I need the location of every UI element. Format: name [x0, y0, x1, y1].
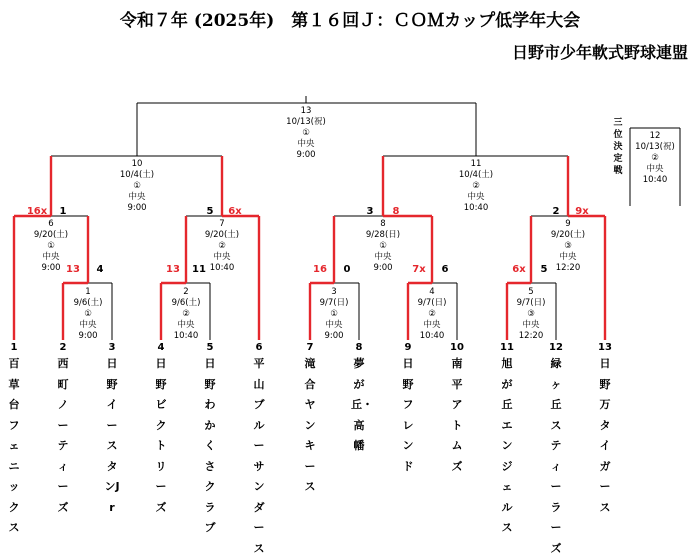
score-m2-left: 13 — [166, 264, 180, 275]
score-m5-right: 5 — [540, 264, 548, 275]
team-entry — [351, 342, 373, 457]
team-name: 南平アトムズ — [451, 357, 463, 473]
team-number: 5 — [206, 342, 214, 353]
team-entry — [202, 342, 218, 539]
team-number: 7 — [306, 342, 314, 353]
team-number: 2 — [59, 342, 67, 353]
match-info-10 — [102, 159, 172, 214]
match-date: 9/7(日) — [417, 298, 447, 308]
team-entry — [302, 342, 318, 498]
match-date: 9/20(土) — [33, 230, 69, 240]
match-field: ③ — [564, 241, 572, 251]
match-venue: 中央 — [467, 192, 485, 202]
team-number: 10 — [450, 342, 464, 353]
team-name: 日野ビクトリーズ — [155, 357, 167, 514]
match-info-4 — [397, 287, 467, 342]
match-date: 9/20(土) — [204, 230, 240, 240]
score-m7-right: 6x — [228, 206, 242, 217]
match-info-5 — [496, 287, 566, 342]
match-date: 9/7(日) — [516, 298, 546, 308]
match-time: 12:20 — [518, 331, 544, 341]
match-venue: 中央 — [646, 164, 664, 174]
score-m3-right: 0 — [343, 264, 351, 275]
team-entry — [251, 342, 267, 559]
match-venue: 中央 — [374, 252, 392, 262]
match-venue: 中央 — [423, 320, 441, 330]
match-time: 10:40 — [173, 331, 199, 341]
match-date: 10/4(土) — [119, 170, 155, 180]
match-info-12 — [620, 131, 690, 186]
score-m1-left: 13 — [66, 264, 80, 275]
team-name: 夢が丘・高幡 — [351, 357, 373, 452]
team-entry — [153, 342, 169, 518]
match-info-3 — [299, 287, 369, 342]
match-venue: 中央 — [213, 252, 231, 262]
score-m6-left: 16x — [26, 206, 48, 217]
team-name: 滝合ヤンキース — [304, 357, 316, 493]
match-field: ② — [218, 241, 226, 251]
third-place-label: 三位決定戦 — [613, 118, 623, 176]
match-time: 10:40 — [463, 203, 489, 213]
match-field: ② — [472, 181, 480, 191]
match-date: 9/20(土) — [550, 230, 586, 240]
score-m8-right: 8 — [392, 206, 400, 217]
score-m4-left: 7x — [412, 264, 426, 275]
team-number: 9 — [404, 342, 412, 353]
match-date: 9/28(日) — [365, 230, 401, 240]
match-no: 5 — [528, 287, 534, 297]
match-no: 4 — [429, 287, 435, 297]
match-time: 9:00 — [373, 263, 393, 273]
match-date: 10/4(土) — [458, 170, 494, 180]
match-field: ① — [133, 181, 141, 191]
match-date: 9/6(土) — [171, 298, 201, 308]
match-date: 10/13(祝) — [635, 142, 675, 152]
team-name: 日野フレンド — [402, 357, 414, 473]
match-field: ① — [47, 241, 55, 251]
match-date: 10/13(祝) — [286, 117, 326, 127]
team-name: 旭が丘エンジェルス — [501, 357, 513, 534]
team-number: 3 — [108, 342, 116, 353]
team-entry — [55, 342, 71, 518]
match-no: 3 — [331, 287, 337, 297]
match-no: 10 — [131, 159, 143, 169]
score-m2-right: 11 — [192, 264, 206, 275]
match-no: 1 — [85, 287, 91, 297]
match-info-1 — [53, 287, 123, 342]
team-number: 8 — [355, 342, 363, 353]
match-time: 9:00 — [78, 331, 98, 341]
match-venue: 中央 — [297, 139, 315, 149]
team-number: 6 — [255, 342, 263, 353]
team-name: 日野わかくさクラブ — [204, 357, 216, 534]
team-entry — [597, 342, 613, 518]
match-no: 13 — [300, 106, 312, 116]
team-number: 4 — [157, 342, 165, 353]
match-no: 2 — [183, 287, 189, 297]
page-title: 令和７年 (2025年) 第１６回Ｊ：ＣＯＭカップ低学年大会 — [119, 11, 581, 31]
match-time: 10:40 — [642, 175, 668, 185]
match-field: ② — [182, 309, 190, 319]
match-time: 12:20 — [555, 263, 581, 273]
match-info-8 — [348, 219, 418, 274]
match-field: ① — [84, 309, 92, 319]
team-number: 13 — [598, 342, 612, 353]
score-m9-right: 9x — [575, 206, 589, 217]
team-name: 百草台フェニックス — [8, 357, 20, 534]
match-time: 9:00 — [127, 203, 147, 213]
team-name: 日野イースタンJr — [104, 357, 120, 514]
team-number: 12 — [549, 342, 563, 353]
match-field: ① — [379, 241, 387, 251]
match-time: 9:00 — [41, 263, 61, 273]
match-time: 10:40 — [209, 263, 235, 273]
team-entry — [499, 342, 515, 539]
match-field: ① — [302, 128, 310, 138]
match-info-13 — [271, 106, 341, 161]
score-m4-right: 6 — [441, 264, 449, 275]
match-venue: 中央 — [177, 320, 195, 330]
score-m9-left: 2 — [552, 206, 560, 217]
score-m7-left: 5 — [206, 206, 214, 217]
match-info-11 — [441, 159, 511, 214]
score-m8-left: 3 — [366, 206, 374, 217]
match-time: 9:00 — [296, 150, 316, 160]
team-number: 11 — [500, 342, 514, 353]
match-no: 11 — [470, 159, 482, 169]
team-number: 1 — [10, 342, 18, 353]
match-date: 9/6(土) — [73, 298, 103, 308]
match-venue: 中央 — [128, 192, 146, 202]
match-field: ③ — [527, 309, 535, 319]
team-entry — [548, 342, 564, 559]
match-venue: 中央 — [79, 320, 97, 330]
match-no: 8 — [380, 219, 386, 229]
match-date: 9/7(日) — [319, 298, 349, 308]
team-entry — [449, 342, 465, 477]
team-name: 平山ブルーサンダース — [253, 357, 265, 555]
team-entry — [104, 342, 120, 518]
score-m3-left: 16 — [313, 264, 327, 275]
match-no: 6 — [48, 219, 54, 229]
match-venue: 中央 — [559, 252, 577, 262]
score-m1-right: 4 — [96, 264, 104, 275]
team-entry — [6, 342, 22, 539]
team-entry — [400, 342, 416, 477]
organizer-name: 日野市少年軟式野球連盟 — [511, 43, 688, 62]
match-venue: 中央 — [42, 252, 60, 262]
match-venue: 中央 — [522, 320, 540, 330]
match-field: ② — [428, 309, 436, 319]
match-field: ② — [651, 153, 659, 163]
match-time: 9:00 — [324, 331, 344, 341]
match-field: ① — [330, 309, 338, 319]
score-m6-right: 1 — [59, 206, 67, 217]
team-name: 西町ノーティーズ — [57, 357, 69, 514]
team-name: 日野万タイガース — [599, 357, 611, 514]
match-time: 10:40 — [419, 331, 445, 341]
match-no: 9 — [565, 219, 571, 229]
match-info-2 — [151, 287, 221, 342]
team-name: 緑ヶ丘スティーラーズ — [550, 357, 562, 555]
score-m5-left: 6x — [512, 264, 526, 275]
match-no: 12 — [649, 131, 661, 141]
match-venue: 中央 — [325, 320, 343, 330]
match-no: 7 — [219, 219, 225, 229]
